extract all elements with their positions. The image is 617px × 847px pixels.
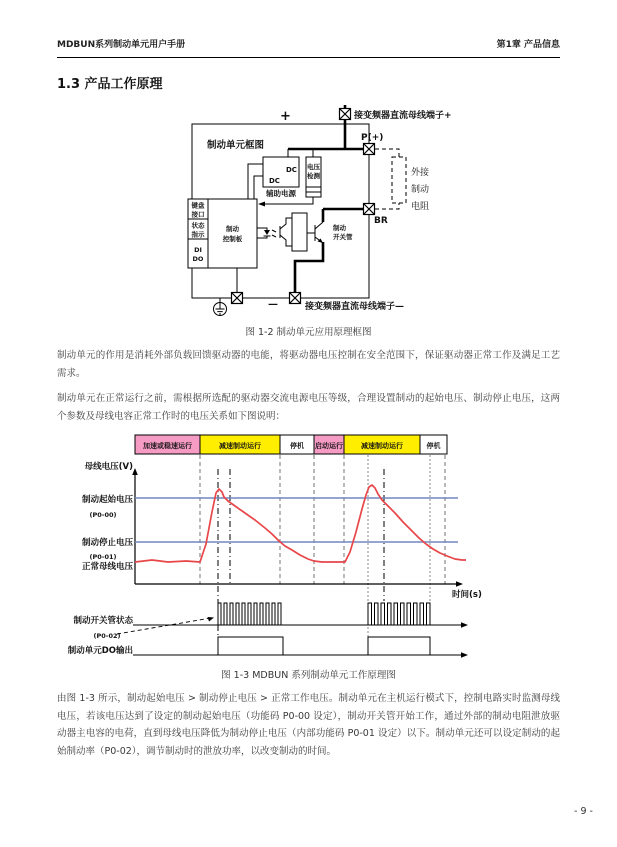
header-chapter: 第1章 产品信息 (496, 40, 560, 50)
stop-voltage-code: (P0-01) (89, 553, 117, 561)
ext-res-label-1: 外接 (411, 168, 430, 178)
terminal-br (364, 204, 375, 215)
phase-bar (135, 435, 447, 454)
paragraph-3: 由图 1-3 所示，制动起始电压 > 制动停止电压 > 正常工作电压。制动单元在主机运行模式下，控制电路实时监测母线电压，若该电压达到了设定的制动起始电压（功能码 P0-00 设定），制动开关管开始工作，通过外部的制动电阻泄放驱动器主电容的电荷，直到母线电压降低为制动停止电压（内部功能码 P0-01 设定）以下。制动单元还可以设定制动的起始制动率（P0-02），调节制动时的泄放功率，以改变制动的时间。 (57, 693, 560, 757)
switch-state-row (73, 603, 468, 640)
page-header (57, 39, 560, 51)
start-voltage-label: 制动起始电压 (81, 495, 133, 505)
frame-title: 制动单元框图 (207, 140, 265, 151)
circuit-svg (183, 99, 480, 323)
phase-label: 停机 (290, 442, 304, 450)
status-label-2: 指示 (191, 230, 205, 239)
ext-res-label-2: 制动 (411, 185, 430, 195)
switch-state-label: 制动开关管状态 (73, 616, 133, 626)
time-axis-label: 时间(s) (452, 590, 482, 600)
do-pulse-1 (218, 637, 283, 655)
volt-detect-label-1: 电压 (307, 163, 320, 171)
control-board-box (208, 199, 257, 268)
start-voltage-code: (P0-00) (89, 511, 117, 519)
br-label: BR (374, 216, 388, 226)
phase-label: 停机 (426, 442, 441, 450)
status-label-1: 状态 (191, 221, 205, 230)
top-terminal-label: 接变频器直流母线端子+ (354, 111, 452, 121)
y-axis-arrow (132, 468, 138, 475)
pwm-burst-1 (218, 603, 281, 625)
x-axis-arrow (456, 581, 463, 586)
normal-voltage-label: 正常母线电压 (81, 562, 133, 572)
phase-label: 启动运行 (315, 442, 343, 450)
ctrl-board-label-1: 制动 (226, 225, 239, 233)
dc-top-label: DC (286, 166, 297, 174)
terminal-bottom-minus (290, 293, 301, 304)
page-content (57, 0, 560, 760)
p-plus-label: P(+) (361, 133, 384, 143)
phase-label: 加速或稳速运行 (143, 442, 192, 450)
terminal-bottom-left (232, 293, 243, 304)
ext-resistor-wire-top (375, 149, 399, 157)
terminal-top (340, 109, 351, 120)
terminal-p-plus (364, 144, 375, 155)
do-output-row (68, 637, 468, 658)
voltage-axes (132, 468, 463, 587)
di-label: DI (194, 246, 202, 254)
waveform-svg (55, 428, 570, 666)
header-rule (57, 57, 560, 58)
page-number: - 9 - (574, 806, 593, 817)
do-pulse-2 (368, 637, 430, 655)
bus-voltage-curve (135, 485, 466, 562)
switch-row-arrow (461, 622, 468, 627)
keypad-label-2: 接口 (191, 210, 205, 219)
figure-1-3-waveform-diagram (55, 428, 560, 666)
volt-detect-label-2: 检测 (307, 172, 320, 180)
y-axis-label: 母线电压(V) (84, 462, 133, 472)
pwm-burst-2 (368, 603, 430, 625)
bottom-terminal-label: 接变频器直流母线端子— (305, 302, 405, 312)
phase-guide-lines (200, 455, 445, 653)
ext-resistor-box (392, 157, 406, 203)
do-row-arrow (461, 652, 468, 657)
minus-sign: — (268, 299, 278, 310)
p0-02-pointer-arrow (208, 617, 215, 622)
dc-bottom-label: DC (269, 177, 280, 185)
figure-1-2-circuit-diagram (183, 99, 560, 323)
figure-1-2-caption: 图 1-2 制动单元应用原理框图 (245, 327, 372, 338)
header-doc-title: MDBUN系列制动单元用户手册 (57, 40, 186, 50)
plus-sign: + (280, 109, 291, 124)
section-title: 1.3 产品工作原理 (57, 77, 163, 92)
paragraph-1: 制动单元的作用是消耗外部负载回馈驱动器的电能，将驱动器电压控制在安全范围下，保证驱动器正常工作及满足工艺需求。 (57, 350, 560, 379)
ground-icon-bars (216, 303, 225, 314)
aux-power-label: 辅助电源 (266, 189, 296, 198)
paragraph-2: 制动单元在正常运行之前，需根据所选配的驱动器交流电源电压等级，合理设置制动的起始电压、制动停止电压，这两个参数及母线电容正常工作时的电压关系如下图说明： (57, 393, 560, 422)
phase-label: 减速制动运行 (361, 442, 403, 450)
switch-label-1: 制动 (333, 224, 346, 232)
gate-driver-box (292, 213, 307, 251)
phase-label: 减速制动运行 (219, 442, 261, 450)
switch-label-2: 开关管 (333, 233, 353, 241)
switch-state-code: (P0-02) (93, 632, 121, 640)
figure-1-3-caption: 图 1-3 MDBUN 系列制动单元工作原理图 (221, 670, 396, 681)
ext-res-label-3: 电阻 (411, 202, 430, 212)
stop-voltage-label: 制动停止电压 (81, 538, 133, 548)
do-output-label: 制动单元DO输出 (67, 646, 133, 656)
ctrl-board-label-2: 控制板 (222, 235, 243, 243)
ext-resistor-wire-bottom (375, 203, 399, 209)
keypad-label-1: 键盘 (191, 201, 205, 210)
do-label: DO (192, 255, 204, 263)
